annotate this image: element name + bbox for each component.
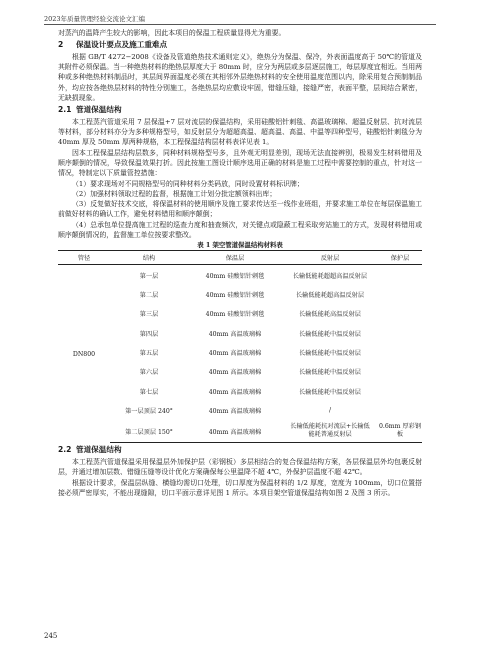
measures-list [58,179,422,241]
protective-cell [378,285,422,304]
insulation-materials-table [58,250,422,443]
table-header-row [58,251,422,265]
insulation-cell: 40mm 高温玻璃棉 [208,369,262,377]
insulation-cell: 40mm 高温玻璃棉 [208,408,262,416]
insulation-cell: 40mm 硅酸铝针刺毯 [205,272,265,280]
section-2-1-paragraph-2: 因本工程保温层结构层数多，同种材料规格型号多，且外观无明显差别，现场无法直接辨别，极易发生材料错用及顺序颠倒的情况，导致保温效果打折。因此按施工图设计顺序选用正确的材料是施工过程中需要控制的重点，针对这一情况，特制定以下质量管控措施： [58,148,422,178]
section-2-heading [58,40,422,51]
layer-cell: 第二层顶层 150° [110,420,188,443]
table-caption: 表 1 架空管道保温结构材料表 [197,241,283,250]
main-content [58,28,422,498]
insulation-cell: 40mm 高温玻璃棉 [208,330,262,338]
layer-cell: 第四层 [139,330,159,338]
section-number: 2.2 [58,445,72,455]
protective-cell-line: 0.6mm 厚彩钢 [378,423,422,431]
header-rule [44,24,436,25]
reflective-cell: / [328,407,332,415]
list-item: （3）反复做好技术交底，将保温材料的使用顺序及施工要求传达至一线作业班组，并要求施工单位在每层保温施工前做好材料的确认工作，避免材料错用和顺序颠倒； [58,200,422,219]
protective-cell [378,382,422,401]
reflective-cell: 长输低能耗高温反射层 [299,311,361,319]
section-number: 2 [58,40,64,50]
section-title: 保温设计要点及施工重难点 [76,40,168,50]
table-row [58,401,422,420]
table-row [58,265,422,285]
layer-cell: 第一层顶层 240° [125,408,173,416]
table-row [58,362,422,381]
section-number: 2.1 [58,105,72,115]
protective-cell [378,362,422,381]
protective-cell [378,304,422,323]
reflective-cell: 长输低能耗中温反射层 [299,369,361,377]
section-title: 管道保温结构 [76,105,122,115]
insulation-cell: 40mm 硅酸铝针刺毯 [205,291,265,299]
section-2-2-paragraph-2: 根据设计要求，保温层纵缝、横缝均需切口处理，切口厚度为保温材料的 1/2 厚度，宽度为 100mm，切口位置搭接必须严密厚实，不能出现缝隙，切口平面示意详见图 1 所示。本项目架空管道保温结构如图 2 及图 3 所示。 [58,478,422,497]
reflective-cell-line: 长输低能耗抗对流层+长输低 [290,423,370,431]
list-item: （2）加强材料领取过程的监督，根据施工计划分批定额领料出库； [72,189,277,198]
protective-cell [378,401,422,420]
layer-cell: 第五层 [139,350,159,358]
page-number: 245 [44,632,58,640]
column-header: 管径 [58,251,110,265]
table-row [58,343,422,362]
section-2-1-heading [58,105,422,116]
list-item: （1）要求现场对不同规格型号的同种材料分类码放，同时设置材料标识牌； [72,179,304,188]
table-row [58,382,422,401]
reflective-cell [282,420,378,443]
running-header: 2023年质量管理经验交流论文汇编 [44,15,146,23]
layer-cell: 第七层 [139,388,159,396]
column-header: 保护层 [378,251,422,265]
layer-cell: 第一层 [139,272,159,280]
pipe-size-cell: DN800 [72,350,96,358]
table-row [58,420,422,443]
layer-cell: 第六层 [139,369,159,377]
insulation-cell: 40mm 高温玻璃棉 [208,350,262,358]
column-header: 反射层 [282,251,378,265]
table-row [58,304,422,323]
section-2-paragraph: 根据 GB/T 4272−2008《设备及管道绝热技术通则定义》，绝热分为保温、保冷，外表面温度高于 50℃的管道及其附件必须保温。当一种绝热材料的绝热层厚度大于 80mm 时，应分为两层或多层逐层施工，每层厚度宜相近。当用两种或多种绝热材料制品时，其层间界面温度必须在其相邻外层绝热材料的安全使用温度范围以内，除采用复合预制制品外，均应按各绝热层材料的特性分别施工，各绝热层均应敷设牢固，错缝压缝，接缝严密，表面平整，层间结合紧密，无缺损现象。 [58,52,422,102]
table-row [58,285,422,304]
reflective-cell: 长输低能耗中温反射层 [299,330,361,338]
column-header: 保温层 [188,251,282,265]
protective-cell-line: 板 [396,431,404,439]
insulation-cell: 40mm 高温玻璃棉 [208,388,262,396]
reflective-cell-line: 能耗普通反射层 [308,431,352,439]
protective-cell [378,343,422,362]
protective-cell [378,324,422,343]
insulation-cell: 40mm 高温玻璃棉 [188,420,282,443]
reflective-cell: 长输低能耗中温反射层 [299,350,361,358]
section-2-2-paragraph-1: 本工程蒸汽管道保温采用保温层外加保护层（彩钢板）多层相结合的复合保温结构方案，各层保温层外均包裹反射层，并通过增加层数、错缝压缝等设计优化方案确保每公里温降不超 4℃，外保护层温度不超 42℃。 [58,457,422,477]
section-title: 管道保温结构 [76,445,122,455]
insulation-cell: 40mm 硅酸铝针刺毯 [205,311,265,319]
protective-cell [378,265,422,285]
section-2-1-paragraph-1: 本工程蒸汽管道采用 7 层保温+7 层对流层的保温结构，采用硅酸铝针刺毯、高温玻璃棉、超温反射层、抗对流层等材料，部分材料亦分为多种规格型号，如反射层分为超超高温、超高温、高温、中温等四种型号，硅酸铝针刺毯分为 40mm 厚及 50mm 厚两种规格，本工程保温结构层材料表详见表 1。 [58,117,422,147]
reflective-cell: 长输低能耗超高温反射层 [295,291,365,299]
layer-cell: 第二层 [139,291,159,299]
list-item: （4）总承包单位提高施工过程的巡查力度和抽查频次，对关键点或隐蔽工程采取旁站施工的方式，发现材料错用或顺序颠倒情况的，监督施工单位按要求整改。 [58,220,422,240]
table-row [58,324,422,343]
reflective-cell: 长输低能耗超超高温反射层 [292,272,368,280]
layer-cell: 第三层 [139,311,159,319]
reflective-cell: 长输低能耗中温反射层 [299,388,361,396]
column-header: 结构 [110,251,188,265]
intro-paragraph: 对蒸汽的温降产生较大的影响，因此本项目的保温工程质量显得尤为重要。 [58,29,286,37]
protective-cell [378,420,422,443]
section-2-2-heading [58,445,422,456]
